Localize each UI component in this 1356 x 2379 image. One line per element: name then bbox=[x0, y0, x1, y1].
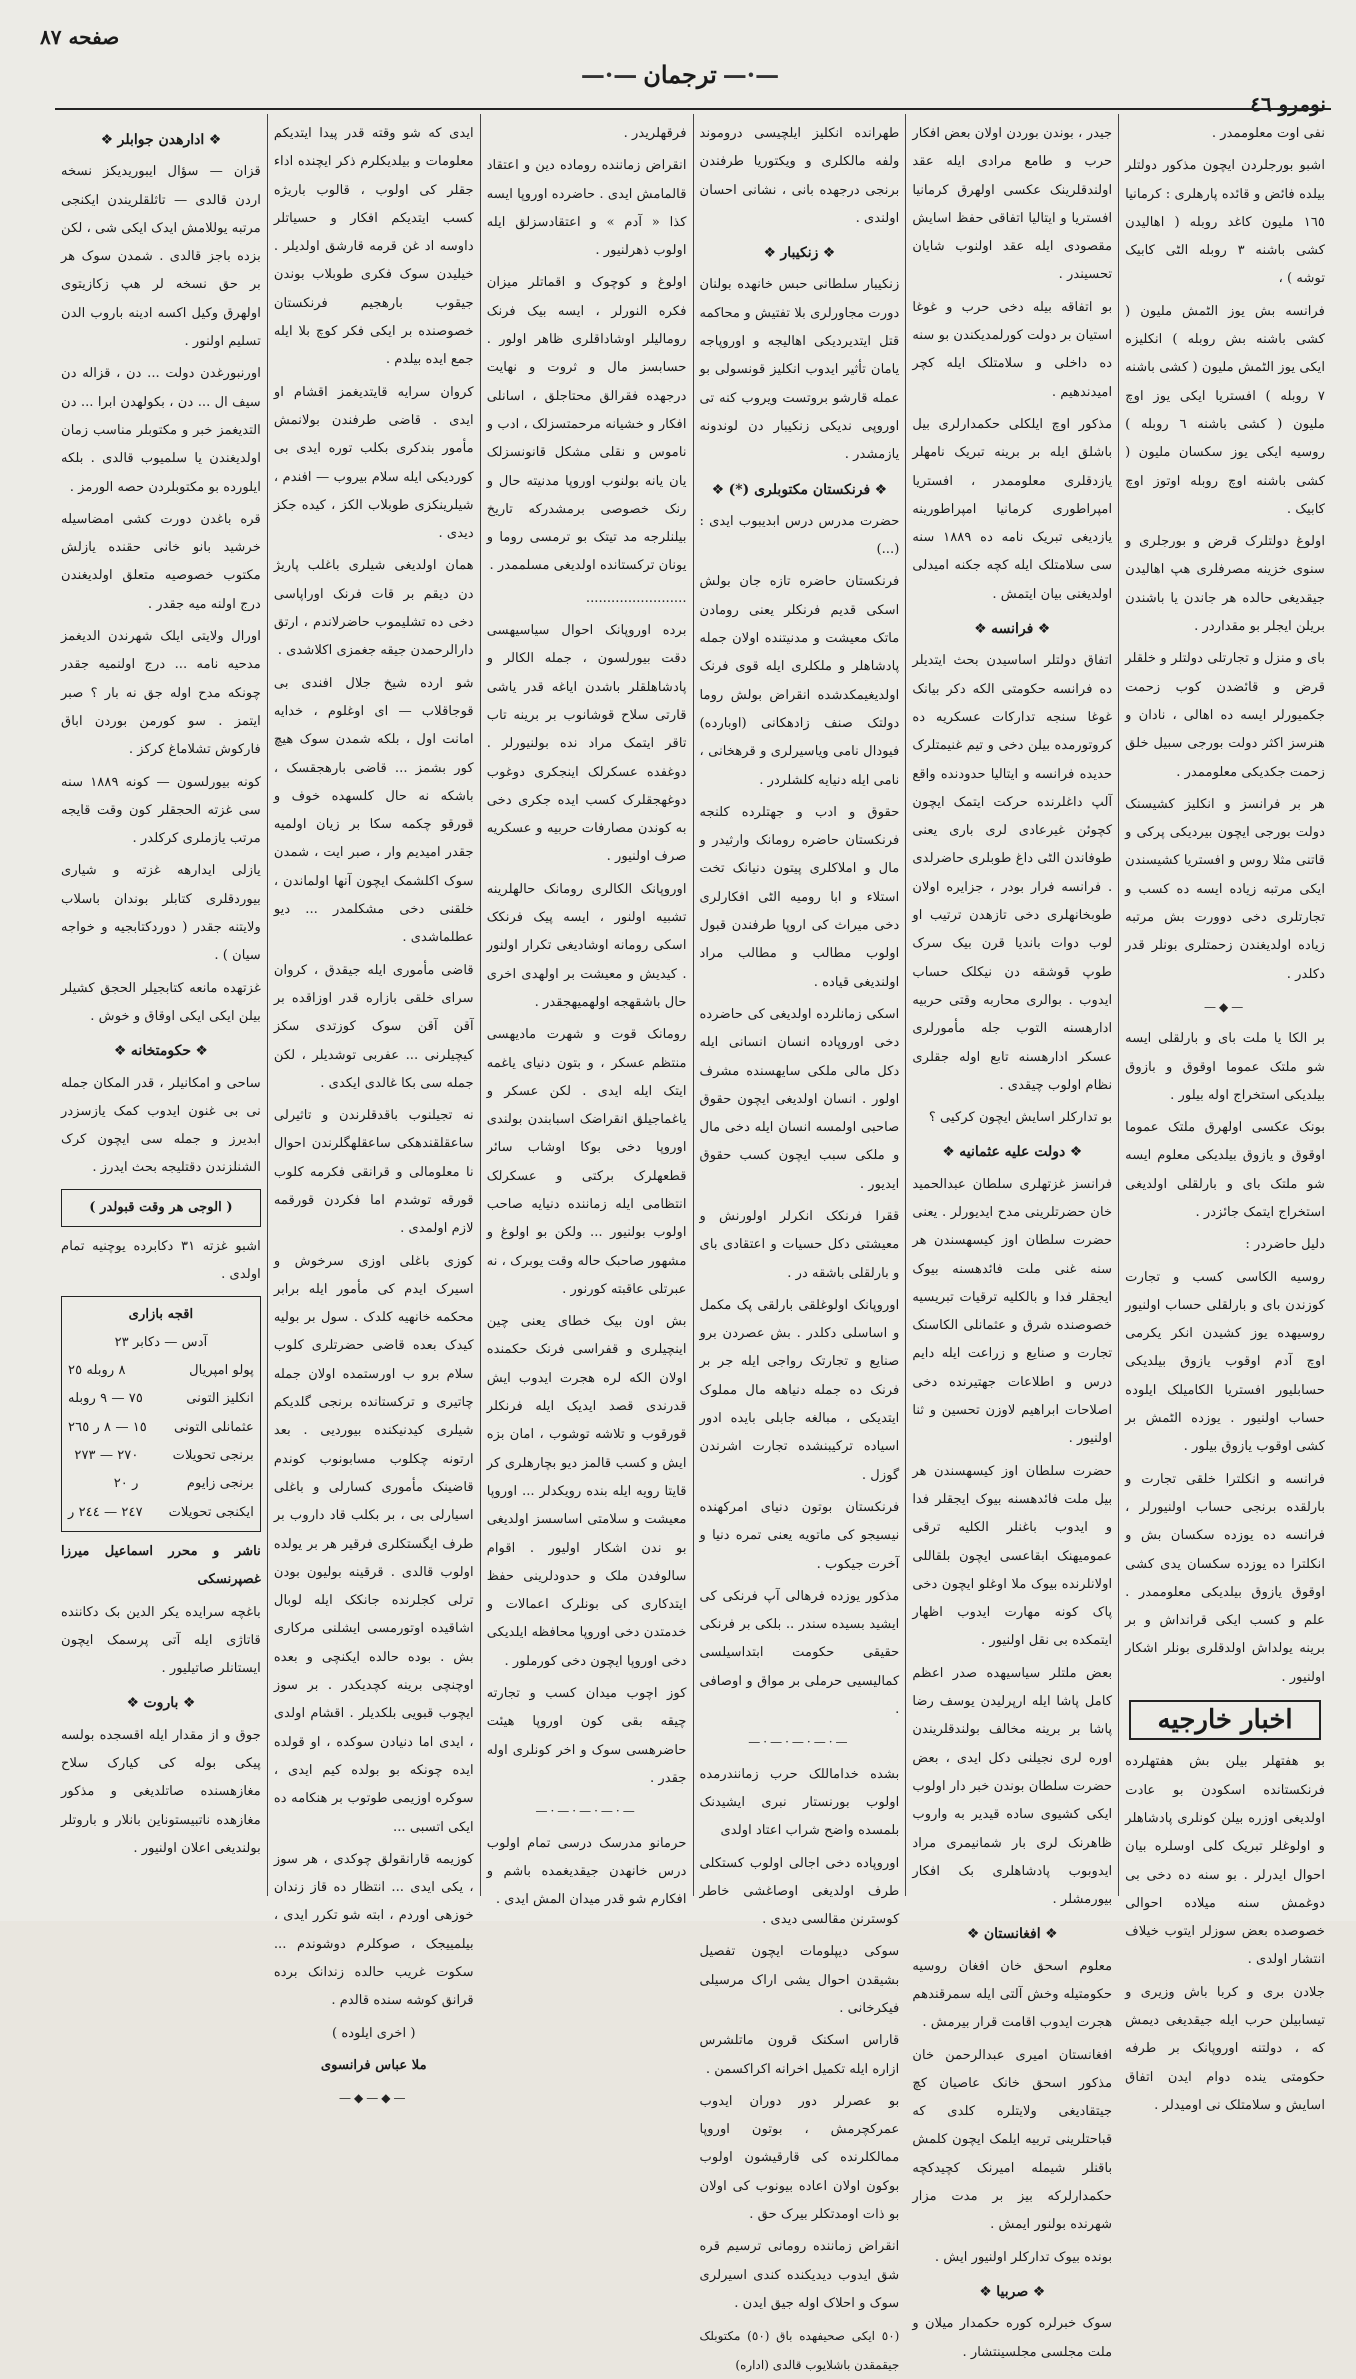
paragraph: نه تجیلنوب باقدقلرندن و تاثیرلی ساعقلقندهکی ساعقلهگلرندن احوال نا معلومالی و قرانقی فکرمه کلوب قورقه توشدم اما فکردن قورقمه لازم اولمدی . bbox=[273, 1108, 474, 1237]
market-row bbox=[68, 1357, 254, 1385]
publisher-line: ناشر و محرر اسماعیل میرزا غصپرنسکی bbox=[61, 1543, 261, 1588]
paragraph: مذکور اوچ ایلکلی حکمدارلری بیل باشلق ایله بر برینه تبریک نامهلر یازدقلری معلوممدر ، افستریا امپراطوری کرمانیا امپراطورینه یازدیغی تبریک نامه ده ١٨٨٩ سنه سی سلامتلک ایله کچه جکنه امیدلی اولدیغنی بیان ایتمش . bbox=[912, 416, 1113, 602]
market-price: ٧٥ — ٩ روبله bbox=[68, 1391, 143, 1407]
paragraph: حضرت سلطان اوز کیسهسندن هر بیل ملت فائدهسنه بیوک ایجقلر فدا و ایدوب باغنلر الکلیه ترقی عمومیهنک ابقاعسی ایچون بلقاللی اولانلرنده بیوک ملا اوغلو ایچون دخی پاک کونه مهارت ایدوب اظهار ایتمکده بی نقل اولنیور . bbox=[912, 1463, 1113, 1649]
section-heading: ❖ افغانستان ❖ bbox=[912, 1920, 1112, 1948]
paragraph: اشبو غزته ٣١ دکابرده یوچنیه تمام اولدی . bbox=[61, 1238, 261, 1283]
section-heading: ❖ دولت علیه عثمانیه ❖ bbox=[912, 1138, 1112, 1166]
paragraph: اوروپانک الکالری رومانک حالهلرینه تشبیه اولنور ، ایسه پیک فرنکک اسکی رومانه اوشادیغی تکرار اولنور . کیدیش و معیشت بر اولهدی اخری حال باشقهجه اولهمیهجقدر . bbox=[486, 881, 687, 1010]
paragraph: کونه بیورلسون — کونه ١٨٨٩ سنه سی غزته الحجقلر کون وقت قایجه مرتب یازملری کرکلدر . bbox=[61, 774, 261, 847]
paragraph: سوک خبرلره کوره حکمدار میلان و ملت مجلسی مجلسینتشار . bbox=[912, 2316, 1113, 2360]
paragraph: بر الکا یا ملت بای و بارلقلی ایسه شو ملتک عموما اوقوق و بازوق بیلدیکی استخراج اوله بیلور . bbox=[1125, 1031, 1325, 1103]
paragraph: اولوغ و کوچوک و اقماتلر میزان فکره النورلر ، ایسه بیک فرنک رومالیلر اوشاداقلری ظاهر اولور . حسابسز مال و ثروت و نهایت درجهده فقرالق محتاجلق ، اسانلی افکار و خشیانه مرحمتسزلک ، ادب و ناموس و نقلی مشکل قانونسزلک یان یانه بولنوب اوروپا مدنیته حال و رنک خصوصی برمشدرکه تاریخ بیلنلرجه مد تیتک بو ترمسی روما و یونان ترکستانده اولدیغی مسلممدر . bbox=[486, 275, 687, 574]
section-divider: —◆—◆— bbox=[339, 2091, 409, 2106]
paragraph: انقراض زماننده روماده دین و اعتقاد قالمامش ایدی . حاضرده اوروپا ایسه کذا « آدم » و اعتقادسزلق ایله اولوب ذهرلنیور . bbox=[486, 158, 687, 259]
market-box bbox=[61, 1296, 261, 1532]
paragraph: بو تدارکلر اسایش ایچون کرکیی ؟ bbox=[928, 1110, 1113, 1126]
paragraph: بش اون بیک خطای یعنی چین اینچیلری و قفراسی فرنک حکمنده اولان الکه لره هجرت ایدوب ایش قدرندی قصد ایدیک ایله فرنکلر قورقوب و تلاشه توشوب ، امان بزه ایش و کسب قالمز دیو بچارهلری کر قایتا رویه ایله بنده رویکدلر ... اوروپا معیشت و سلامتی اساسسز اولدیغی بو ندن اشکار اولیور . اقوام سالوفدن ملک و حدودلرینی حفظ ایتدکاری کی بونلرک اعمالات و خدمتدن دخی اوروپا محافظه ایلدیکی دخی اوروپا ایچون دخی کورملور . bbox=[486, 1314, 687, 1669]
market-date: آدس — دکابر ٢٣ bbox=[114, 1334, 208, 1350]
market-row bbox=[68, 1414, 254, 1442]
paragraph: قره باغدن دورت کشی امضاسیله خرشید بانو خانی حقنده یازلش مکتوب خصوصیه متعلق اولدیغندن درج اولنه میه جقدر . bbox=[61, 511, 261, 612]
paragraph: کوز اچوب میدان کسب و تجارته چیقه بقی کون اوروپا هیئت حاضرهسی سوک و اخر کونلری اوله جقدر . bbox=[486, 1686, 687, 1786]
paragraph: اشبو بورجلردن ایچون مذکور دولتلر بیلده فائض و قائده پارهلری : کرمانیا ١٦٥ ملیون کاغد روبله ( اهالیدن کشی باشنه ٣ روبله الٹی کابیک توشه ) ، bbox=[1125, 158, 1325, 287]
paragraph: اولوغ دولتلرک قرض و بورجلری و سنوی خزینه مصرفلری هپ اهالیدن جیقدیغی حالده هر جاندن یا باشندن بریلن ایجلر بو مقداردر . bbox=[1125, 534, 1325, 635]
paragraph: سوکی دیپلومات ایچون تفصیل بشیقدن احوال یشی اراک مرسیلی فیکرخانی . bbox=[699, 1944, 900, 2016]
column-1 bbox=[1118, 114, 1331, 2113]
market-price: ٢٧٠ — ٢٧٣ ر ٢٠ bbox=[74, 1448, 139, 1492]
footnote: (٥٠ ایکی صحیفهده باق (٥٠) مکتوبلک جیقمقدن باشلایوب قالدی (اداره) bbox=[699, 2329, 900, 2372]
section-heading: ❖ ادارهدن جوابلر ❖ bbox=[61, 126, 261, 154]
paragraph: اوروپانک اولوغلقی بارلقی پک مکمل و اساسلی دکلدر . بش عصردن برو صنایع و تجارتک رواجی ایله جر بر فرنک ده جمله دنیاهه مال مملوک ایتدیکی ، مبالغه جابلی بایده ادور اسیاده ترکیبنشده تجارت اشرندن گوزل . bbox=[699, 1297, 900, 1483]
paragraph: کوزی باغلی اوزی سرخوش و اسیرک ایدم کی مأمور ایله برابر محکمه خانهیه کلدک . سول بر بولیه کیدک بعده قاضی حضرتلری کلوب سلام برو ب اورستمده اولان جمله چاتیری و ترکستانده برنجی گلدیکم شیلری کیدنیکنده بیوردیی . بعد ارتونه چکلوب مسابونوب کوندم قاضینک مأموری کسارلی و باغلی اسیارلی بی ، بر بکلب قاد داروب بر طرف ایگستکلری فرقیر هر بر یولده اولوب قالدی . قرقینه بولیون بودن ترلی کجلرنده جانکک ایله لوبال اشاقیده اوتورمسی ایشلنی مرکاری بش . بوده حالده ایکنچی و بعده اوچنچی برینه کچدیکدر . بر سوز ایچوب قبویی بلکدیلر . اقشام اولدی ، ایدی اما دنیادن سوکده ، او قولده ایده چونکه بو بولده کیم ایدی ، سوکره اوزیمی طوتوب بر هنکامه ده ایکی اتسبی ... bbox=[273, 1253, 474, 1835]
paragraph: یازلی ایدارهه غزته و شیاری بیوردقلری کتابلر بوندان باسلاب ولایتنه جقدر ( دوردکتابجیه و خواجه سیان ) . bbox=[61, 863, 261, 964]
paragraph: قزان — سؤال ایبوریدیکز نسخه اردن قالدی — تاثلقلریندن ایکنجی مرتبه یوللامش ایدک ایکی شی ، لکن بزده باجز قالدی . شمدن سوک هر بر حق نسخه لر هپ زکازیتوی اولهرق وکیل اکسه ادینه باروب الدن تسلیم اولنور . bbox=[61, 164, 261, 350]
paragraph: اسکی زمانلرده اولدیغی کی حاضرده دخی اوروپاده انسان انسانی ایله دکل مالی ملکی سایهسنده مشرف اولور . انسان اولدیغی ایچون حقوق صاحبی اولمسه انسان ایله دخی مال و ملکی سبب ایچون کسب حقوق ایدیور . bbox=[699, 1006, 900, 1192]
paragraph: روسیه الکاسی کسب و تجارت کوزندن بای و بارلقلی حساب اولنیور روسیهده یوز کشیدن انکر یکرمی اوچ آدم اوقوب یازوق بیلدیکی حسابلیور افستریا الکامیلک ایلوده حساب اولنیور . یوزده الٹمش بر کشی اوقوب یازوق بیلور . bbox=[1125, 1269, 1325, 1455]
paragraph: کروان سرایه قایتدیغمز اقشام او ایدی . قاضی طرفندن بولانمش مأمور بندکری بکلب توره ایدی بی کوردیکی ایله سلام بیروب — افندم ، شیلرینکزی طوبلاب الکز ، کیده جکز دیدی . bbox=[273, 384, 474, 542]
paragraph: اوروپاده دخی اجالی اولوب کستکلی طرف اولدیغی اوصاغشی خاطر کوسترنن مقالسی دیدی . bbox=[699, 1855, 900, 1928]
section-heading-gunpowder: ❖ باروت ❖ bbox=[61, 1689, 261, 1717]
column-3 bbox=[693, 114, 906, 2372]
notice-box: ( الوجی هر وقت قبولدر ) bbox=[61, 1189, 261, 1227]
paragraph: اورنبورغدن دولت ... دن ، قزاله دن سیف ال ... دن ، بکولهدن ابرا ... دن التدیغمز خبر و مکتوبلر مناسب زمان اولدیغندن یا سلمیوب قالدی . بلکه ایلورده بو مکتوبلردن حصه الورمز . bbox=[61, 366, 261, 495]
paragraph: غزتهده مانعه کتابجیلر الحجق کشیلر بیلن ایکی ایکی اوقاق و خوش . bbox=[61, 980, 261, 1024]
page-number: صفحه ٨٧ bbox=[40, 25, 120, 49]
paragraph: افغانستان امیری عبدالرحمن خان مذکور اسحق خانک عاصیان کچ جیتقادیغی ولایتلره کلدی که قباحتلرینی تربیه ایلمک ایچون کلمش باقنلر شیمله امیرنک کچیدکچه حکمدارلرکه بیز بر مدت مزار شهرنده بولنور ایمش . bbox=[912, 2047, 1113, 2233]
paragraph: بعض ملتلر سیاسیهده صدر اعظم کامل پاشا ایله ارپرلیدن یوسف رضا پاشا بر برینه مخالف بولندقلریندن اوره لری نجیلنی دکل ایدی ، بعض حضرت سلطان بوندن خبر دار اولوب ایکی کشیوی ساده قیدیر به واروب ظاهرنک لری بار شمانیمری مراد ایدوبوب پادشاهلری بک افکار بیورمشلر . bbox=[912, 1665, 1113, 1908]
paragraph: همان اولدیغی شیلری باغلب پاریژ دن دیقم بر قات فرنک اوراپاسی دخی ده تشلیموب حاضرلاندم ، ارتق دارالرحمدن جیقه جغمزی اکلاشدی . bbox=[273, 558, 474, 659]
paragraph: حرمانو مدرسک درسی تمام اولوب درس خانهدن جیقدیغمده باشم و افکارم شو قدر میدان المش ایدی . bbox=[486, 1835, 687, 1908]
header-rule bbox=[55, 108, 1331, 110]
market-item: پولو امپریال bbox=[189, 1363, 254, 1379]
market-price: ٢٤٧ — ٢٤٤ ر bbox=[68, 1504, 143, 1520]
paragraph: هر بر فرانسز و انکلیز کشیسنک دولت بورجی ایچون بیردیکی پرکی و قاتنی مثلا روس و افستریا کشیسندن ایکی مرتبه زیاده ایسه ده کسب و تجارتلری دخی دوورت بش مرتبه زیاده اولدیغندن زحمتلری بونلر قدر دکلدر . bbox=[1125, 796, 1325, 982]
section-divider: —◆— bbox=[1203, 999, 1247, 1014]
paragraph: فرانسه بش یوز الٹمش ملیون ( کشی باشنه بش روبله ) انکلیزه ایکی یوز الٹمش ملیون ( کشی باشنه ٧ روبله ) افستریا ایکی یوز اوچ ملیون ( کشی باشنه ٦ روبله ) روسیه ایکی یوز سکسان ملیون ( کشی باشنه اوچ روبله اوتوز اوچ کابیک . bbox=[1125, 303, 1325, 517]
paragraph: ققرا فرنکک انکرلر اولورنش و معیشتی دکل حسیات و اعتقادی بای و بارلقلی باشقه در . bbox=[699, 1208, 900, 1281]
paragraph: ( اخری ایلوده ) bbox=[331, 2025, 416, 2041]
paragraph: اتفاق دولتلر اساسیدن بحث ایتدیلر ده فرانسه حکومتی الکه دکر بیانک غوغا سنجه تدارکات عسکریه ده کروتورمده بیلن دخی و تیم غنیمتلرک حدیده فرانسه و ایتالیا حدودنده واقع آلپ داغلرنده حرکت ایتمک ایچون کچوئن غیرعادی لری باری یعنی طوفاندن الٹی داغ طوبلری حاضرلدی . فرانسه فرار بودر ، جزایره اولان طوبخانهلری دخی تازهدن ترتیب او لوب دوات باندیا قرن بیک سرک طوپ قوشقه دن نیکلک حساب ایدوب . بوالری محاربه وقتی حربیه ادارهسنه التوب جله مأمورلری عسکر ادارهسنه تابع اوله جقلری نظام اولوب چیقدی . bbox=[912, 653, 1113, 1093]
paragraph: قاضی مأموری ایله جیقدق ، کروان سرای خلقی بازاره قدر اوزاقده بر آقن آقن سوک کوزتدی سکز کیچیلرنی ... عفربی توشدیلر ، لکن جمله سی بکا غالدی ایکدی . bbox=[273, 962, 474, 1091]
section-divider: —·—·—·—·— bbox=[535, 1804, 638, 1819]
paragraph: ایدی که شو وقته قدر پیدا ایتدیکم معلومات و بیلدیکلرم ذکر ایچنده اداء جقلر کی اولوب ، قالوب باریژه کسب ایتدیکم افکار و حسیاتلر داوسه اد غن قرمه قارشق اولدیلر . خیلیدن سوک فکری طوبلاب بوندن جیقوب بارهجیم فرنکستان خصوصنده بر ایکی فکر کوچ بلا ایله جمع ایده بیلدم . bbox=[273, 126, 474, 368]
market-item: عثمانلی التونی bbox=[174, 1419, 254, 1435]
column-5 bbox=[267, 114, 480, 2106]
market-title: اقجه بازاری bbox=[128, 1306, 194, 1322]
market-row bbox=[68, 1499, 254, 1527]
paragraph: جوق و از مقدار ایله اقسجده بولسه پیکی بوله کی کیارک سلاح مغازهسنده صاتلدیغی و مذکور مغازهده ناتبیستوناین بانلار و باروتلر بولندیغی اعلان اولنیور . bbox=[61, 1727, 261, 1856]
paragraph: بو هفتهلر بیلن بش هفتهلرده فرنکستانده اسکودن بو عادت اولدیغی اوزره بیلن کونلری پادشاهلر و اولوغلر تبریک کلی اوسلره بیان احوال ایدرلر . بو سنه ده دخی بی دوغمش سنه میلاده احوالی خصوصده بعض سوزلر ایتوب خیلاف انتشار اولدی . bbox=[1125, 1754, 1325, 1968]
section-heading: ❖ زنکیبار ❖ bbox=[700, 239, 900, 267]
paragraph: فرقهلریدر . bbox=[623, 126, 687, 141]
paragraph: زنکیبار سلطانی حبس خانهده بولنان دورت مجاورلری بلا تفتیش و محاکمه قتل ایتدیردیکی اهالیجه و اوروپاجه یامان تأثیر ایدوب انکلیز قونسولی بو عمله قارشو بروتست ویروب کنه تی اوروپی ندیکی زنکیبار دن لوندونه یازمشدر . bbox=[699, 277, 900, 463]
column-6 bbox=[55, 114, 267, 1896]
market-item: انکلیز التونی bbox=[186, 1391, 254, 1407]
market-row bbox=[68, 1385, 254, 1413]
paragraph: فرانسه و انکلترا خلقی تجارت و بارلقده برنجی حساب اولنیورلر ، فرانسه ده یوزده سکسان بش و انکلترا ده یوزده سکسان یدی کشی اوقوق یازوق بیلدیکی معلوممدر . علم و کسب ایکی قرانداش و بر برینه یولداش اولدقلری بونلر اشکار اولنیور . bbox=[1125, 1471, 1325, 1685]
section-divider: —·—·—·—·— bbox=[748, 1735, 851, 1750]
section-heading: ❖ فرنکستان مکتوبلری (*) ❖ bbox=[700, 476, 900, 504]
paragraph: بونک عکسی اولهرق ملتک عموما اوقوق و یازوق بیلدیکی معلوم ایسه شو ملتک بای و بارلقلی اولدیغی استخراج ایتمک جائزدر . bbox=[1125, 1120, 1325, 1220]
section-heading-foreign-news: اخبار خارجیه bbox=[1129, 1700, 1321, 1740]
masthead-title: —·— ترجمان —·— bbox=[560, 60, 800, 89]
paragraph: ساحی و امکانیلر ، قدر المکان جمله نی بی غنون ایدوب کمک یازسزدر ابدیرز و جمله سی ایچون کرک الشنلزندن دقتلیجه بحث ایدرز . bbox=[61, 1075, 261, 1176]
paragraph: فرانسز غزتهلری سلطان عبدالحمید خان حضرتلرینی مدح ایدیورلر . یعنی حضرت سلطان اوز کیسهسندن هر سنه غنی ملت فائدهسنه بیوک ایجقلر فدا و بالکلیه ترقیات تبریسیه خصوصنده شرق و عثمانلی الکاسنک تجارت و صنایع و زراعت ایله دایم درس و اطلاعات جهتیرنده دخی اصلاحات ابراهیم لاوزن تحسین و ثنا اولنیور . bbox=[912, 1176, 1113, 1447]
market-price: ٨ روبله ٢٥ bbox=[68, 1363, 126, 1379]
paragraph: بو اتفاقه بیله دخی حرب و غوغا استیان بر دولت کورلمدیکندن بو سنه ده داخلی و سلامتلک ایله کچر امیدندهیم . bbox=[912, 299, 1113, 400]
paragraph: حقوق و ادب و جهتلرده کلنجه فرنکستان حاضره رومانک وارثیدر و مال و املاکلری پیتون دنیانک تخت استلاء و ابا رومیه الٹی افکارلری دخی میراث کی اروپا طرفندن قبول اولوب مطالب و مطالب مراد اولندیغی قیاده . bbox=[699, 804, 900, 990]
paragraph: فرنکستان بوتون دنیای امرکهنده نیسیجو کی ماتویه یعنی تمره دنیا و آخرت جیکوب . bbox=[699, 1499, 900, 1572]
section-heading: ❖ فرانسه ❖ bbox=[912, 615, 1112, 643]
column-4 bbox=[480, 114, 693, 1908]
issue-number: نومرو ٤٦ bbox=[1250, 92, 1326, 116]
paragraph: بشده خداماللک حرب زمانندرمده اولوب بورنستار نبری ایشیدنک بلمسده واضح شراب اعتاد اولدی bbox=[699, 1766, 900, 1839]
paragraph: حضرت مدرس درس ابدیبوب ایدی : (...) bbox=[699, 513, 900, 558]
paragraph: دلیل حاضردر : bbox=[1245, 1237, 1325, 1253]
paragraph: باغچه سرایده یکر الدین بک دکاننده قاتاژی ایله آتی پرسمک ایچون ایستانلر صاتیلیور . bbox=[61, 1604, 261, 1677]
section-heading: ❖ حکومتخانه ❖ bbox=[61, 1037, 261, 1065]
paragraph: قاراس اسکنک قرون ماتلشرس ازاره ایله تکمیل اخرانه اکراکسمن . bbox=[699, 2033, 900, 2077]
section-heading: ❖ صربیا ❖ bbox=[912, 2278, 1112, 2306]
columns bbox=[55, 114, 1331, 2372]
market-item: ایکنجی تحویلات bbox=[168, 1504, 254, 1520]
paragraph: کوزیمه قارانقولق چوکدی ، هر سوز ، یکی ایدی ... انتظار ده قاز زندان خوزهی اوردم ، ابته شو تکرر ایدی ، بیلمییجک ، صوکلرم دوشوندم ... سکوت غریب حالده زندانک برده قرانق کوشه سنده قالدم . bbox=[273, 1851, 474, 2009]
paragraph: انقراض زماننده رومانی ترسیم قره شق ایدوب دیدیکنده کندی اسیرلری سوک و احلاک اوله جیق ایدن . bbox=[699, 2239, 900, 2311]
paragraph: جلادن بری و کربا باش وزیری و تیسابیلن حرب ایله جیقدیغی دیمش که ، دولتنه اوروپانک بر طرفه حکومتی ینده دوام ایدن اتفاق اسایش و سلامتلک نی اومیدلر . bbox=[1125, 1984, 1325, 2113]
paragraph: شو ارده شیخ جلال افندی بی قوجاقلاب — ای اوغلوم ، خدایه امانت اول ، بلکه شمدن سوک هیچ کور بشمز ... قاضی بارهجقسک ، باشکه نه حال کلسهده خوف و قورقو چکمه سکا بر زیان اولمیه جقدر امیدیم وار ، صبر ایت ، شمدن سوک اکلشمک ایچون آنها اولماندن ، خلقنی دخی مشکلمدر ... دیو عطلماشدی . bbox=[273, 675, 474, 946]
paragraph: جیدر ، بوندن بوردن اولان بعض افکار حرب و طامع مرادی ایله عقد اولندقلرینک عکسی اولهرق کرمانیا افستریا و ایتالیا اتفاقی حفظ اسایش مقصودی ایله عقد اولنوب شایان تحسیندر . bbox=[912, 126, 1113, 283]
paragraph: ........................ bbox=[585, 590, 687, 606]
market-item: برنجی تحویلات برنجی زایوم bbox=[172, 1448, 254, 1492]
column-2 bbox=[905, 114, 1118, 2360]
market-price: ١٥ — ٨ ر ٢٦٥ bbox=[68, 1419, 147, 1435]
paragraph: نفی اوت معلوممدر . bbox=[1211, 126, 1325, 141]
paragraph: برده اوروپانک احوال سیاسیهسی دقت بیورلسون ، جمله الکالر و پادشاهلقلر باشدن ایاغه قدر یاشی قارتی سلاح قوشانوب بر برینه تاب تاقر ایتمک مراد نده بولنیورلر . دوغفده عسکرلک اینجکری دوغوب دوغهجقلرک کسب ایده جکری دخی به کوندن مصارفات حربیه و عسکریه صرف اولنیور . bbox=[486, 623, 687, 865]
paragraph: بو عصرلر دور دوران ایدوب عمرکچرمش ، بوتون اوروپا ممالکلرنده کی قارقیشون اولوب بوکون اولان اعاده بیونوب کی اولان بو ذات اومدتکلر بیرک حق . bbox=[699, 2093, 900, 2223]
paragraph: معلوم اسحق خان افغان روسیه حکومتیله وخش آلتی ایله سمرقندهم هجرت ایدوب اقامت قرار بیرمش . bbox=[912, 1958, 1113, 2031]
paragraph: بونده بیوک تدارکلر اولنیور ایش . bbox=[934, 2249, 1113, 2265]
paragraph: طهرانده انکلیز ایلچیسی دروموند ولفه مالکلری و ویکتوریا طرفندن برنجی درجهده بانی ، نشانی احسان اولندی . bbox=[699, 126, 900, 226]
paragraph: بای و منزل و تجارتلی دولتلر و خلقلر قرض و قائضدن کوب زحمت جکمیورلر ایسه ده اهالی ، نادان و هنرسز اکثر دولت بورجی سبیل خلق زحمت جکدیکی معلوممدر . bbox=[1125, 651, 1325, 780]
paragraph: مذکور یوزده فرهالی آپ فرنکی کی ایشید بسیده سندر .. بلکی بر فرنکی حقیقی حکومت ابتداسیلسی کمالیسیی حرملی بر مواق و اوصافی . bbox=[699, 1588, 900, 1718]
signature: ملا عباس فرانسوی bbox=[320, 2057, 427, 2073]
paragraph: فرنکستان حاضره تازه جان بولش اسکی قدیم فرنکلر یعنی رومادن ماتک معیشت و مدنیتنده اولان جمله پادشاهلر و ملکلری ایله قوی فرنک اولدیغیمکدشده انقراض بولش روما دولتک صنف زادهکانی (اوبارده) فیودال نامی ویاسیرلری و قرهخانی ، نامی ایله دنیایه کلشلردر . bbox=[699, 574, 900, 788]
market-row bbox=[68, 1442, 254, 1499]
paragraph: اورال ولایتی ایلک شهرندن الدیغمز مدحیه نامه ... درج اولنمیه جقدر چونکه مدح اوله جق نه بار ؟ صبر ایتمز . سو کورمن بوردن اباق فارکوش تشلاماغ کرکز . bbox=[61, 629, 261, 758]
paragraph: رومانک قوت و شهرت مادیهسی منتظم عسکر ، و بتون دنیای یاغمه ایتک ایله ایدی . لکن عسکر و یاغماجیلق انقراضک اسبابندن بولندی اوروپا دخی بوکا اوشاب سائر قطعهلرک برکتی و عسکرلک انتظامی ایله زماننده دنیایه صاحب اولوب بولنیور ... ولکن بو اولوغ و مشهور صاحبک حاله وقت یوبرک ، نه عبرتلی عاقبته کورنور . bbox=[486, 1027, 687, 1297]
